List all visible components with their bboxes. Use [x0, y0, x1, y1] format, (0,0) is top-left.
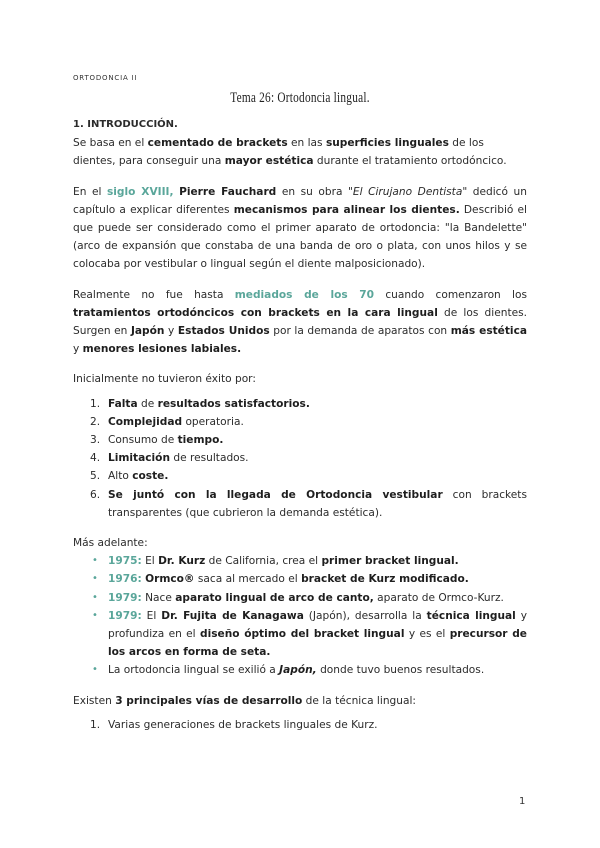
paragraph-later: Más adelante: — [73, 537, 148, 550]
page-title: Tema 26: Ortodoncia lingual. — [230, 90, 370, 106]
paragraph-development-paths: Existen 3 principales vías de desarrollo de la técnica lingual: — [73, 694, 416, 707]
list-item: 1. Falta de resultados satisfactorios. — [90, 397, 310, 410]
paragraph-70s: Realmente no fue hasta mediados de los 70 cuando comenzaron los tratamientos ortodóncicos con brackets en la cara lingual de los dientes. Surgen en Japón y Estados Unidos por la demanda de aparatos con más estética y menores lesiones labiales. — [73, 288, 528, 356]
bullet-icon: • — [92, 664, 98, 676]
bullet-icon: • — [92, 609, 98, 621]
development-paths-list — [73, 716, 527, 734]
running-header: ORTODONCIA II — [73, 74, 138, 82]
list-item: 2. Complejidad operatoria. — [90, 415, 244, 428]
list-item: • 1979: El Dr. Fujita de Kanagawa (Japón), desarrolla la técnica lingual y profundiza en el diseño óptimo del bracket lingual y es el precursor de los arcos en forma de seta. — [73, 607, 527, 662]
list-item: • La ortodoncia lingual se exilió a Japón, donde tuvo buenos resultados. — [73, 661, 527, 679]
list-item: 4. Limitación de resultados. — [90, 452, 249, 465]
list-item: 3. Consumo de tiempo. — [90, 434, 224, 447]
bullet-icon: • — [92, 591, 98, 603]
page-number: 1 — [519, 796, 526, 807]
section-heading: 1. INTRODUCCIÓN. — [73, 119, 178, 130]
paragraph-history: En el siglo XVIII, Pierre Fauchard en su obra "El Cirujano Dentista" dedicó un capítulo a explicar diferentes mecanismos para alinear los dientes. Describió el que puede ser considerado como el primer aparato de ortodoncia: "la Bandelette" (arco de expansión que constaba de una banda de oro o plata, con unos hilos y se colocaba por vestibular o lingual según el diente malposicionado). — [73, 185, 527, 271]
list-item: 1. Varias generaciones de brackets linguales de Kurz. — [90, 718, 378, 731]
paragraph-definition: Se basa en el cementado de brackets en las superficies linguales de los dientes, para conseguir una mayor estética durante el tratamiento ortodóncico. — [73, 137, 507, 168]
list-item: • 1979: Nace aparato lingual de arco de canto, aparato de Ormco-Kurz. — [73, 589, 527, 607]
bullet-icon: • — [92, 573, 98, 585]
list-item: • 1976: Ormco® saca al mercado el bracket de Kurz modificado. — [73, 570, 527, 588]
paragraph-initial-failure: Inicialmente no tuvieron éxito por: — [73, 373, 256, 386]
bullet-icon: • — [92, 555, 98, 567]
timeline-list — [73, 552, 527, 679]
document-body — [73, 116, 527, 734]
list-item: 5. Alto coste. — [90, 470, 169, 483]
failure-reasons-list — [73, 395, 527, 522]
list-item: • 1975: El Dr. Kurz de California, crea el primer bracket lingual. — [73, 552, 527, 570]
list-item: 6. Se juntó con la llegada de Ortodoncia vestibular con brackets transparentes (que cubrieron la demanda estética). — [90, 488, 527, 519]
